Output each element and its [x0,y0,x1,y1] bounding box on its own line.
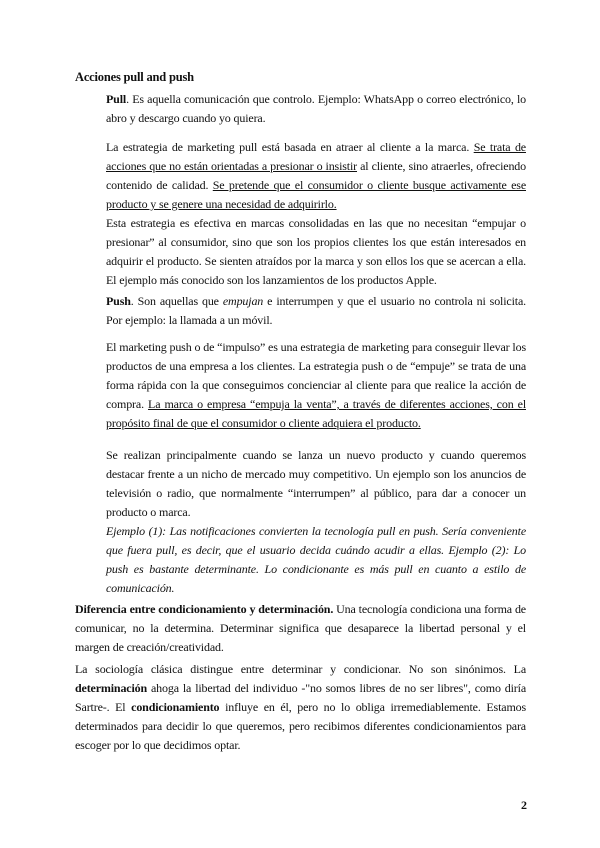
paragraph-pull-strategy [106,138,526,214]
difference-term: Diferencia entre condicionamiento y determinación. [75,602,334,616]
term-determinacion: determinación [75,681,148,695]
page-number: 2 [521,798,527,812]
push-definition-text-1: . Son aquellas que [130,294,223,308]
push-strategy-text: El marketing push o de “impulso” es una estrategia de marketing para conseguir llevar los productos de una empresa a los clientes. La estrategia push o de “empuje” se trata de una forma rápida con la que conseguimos concienciar al cliente para que realice la acción de compra. [106,340,526,411]
sociology-text-3: influye en él, pero no lo obliga irremediablemente. Estamos determinados para decidir lo que queremos, pero recibimos diferentes condicionamientos para escoger por lo que decidimos optar. [75,700,526,752]
term-pull: Pull [106,92,127,106]
term-push: Push [106,294,131,308]
sociology-text-2: ahoga la libertad del individuo -"no somos libres de no ser libres", como diría Sartre-. El [75,681,526,714]
pull-strategy-underlined-1: Se trata de acciones que no están orientadas a presionar o insistir [106,140,526,173]
push-definition-text-2: e interrumpen y que el usuario no controla ni solicita. Por ejemplo: la llamada a un móvil. [106,294,526,327]
term-condicionamiento: condicionamiento [131,700,220,714]
paragraph-push-usage: Se realizan principalmente cuando se lanza un nuevo producto y cuando queremos destacar frente a un nicho de mercado muy competitivo. Un ejemplo son los anuncios de televisión o radio, que normalmente “interrumpen” al público, para dar a conocer un producto o marca. [106,448,526,519]
paragraph-push-definition [106,292,526,330]
difference-text: Una tecnología condiciona una forma de comunicar, no la determina. Determinar significa que desaparece la libertad personal y el margen de creación/creatividad. [75,602,526,654]
pull-strategy-text-1: La estrategia de marketing pull está basada en atraer al cliente a la marca. [106,140,474,154]
paragraph-sociology [75,660,526,755]
paragraph-examples: Ejemplo (1): Las notificaciones convierten la tecnología pull en push. Sería conveniente que fuera pull, es decir, que el usuario decida cuándo acudir a ellas. Ejemplo (2): Lo push es bastante determinante. Lo condicionante es más pull en cuanto a estilo de comunicación. [106,524,526,595]
push-strategy-underlined: La marca o empresa “empuja la venta”, a través de diferentes acciones, con el propósito final de que el consumidor o cliente adquiera el producto. [106,397,526,430]
paragraph-difference [75,600,526,657]
push-emphasis: empujan [222,294,264,308]
sociology-text-1: La sociología clásica distingue entre determinar y condicionar. No son sinónimos. La [75,662,526,676]
paragraph-pull-effective: Esta estrategia es efectiva en marcas consolidadas en las que no necesitan “empujar o presionar” al consumidor, sino que son los propios clientes los que están interesados en adquirir el producto. Se sienten atraídos por la marca y son ellos los que se acercan a ella. El ejemplo más conocido son los lanzamientos de los productos Apple. [106,216,526,287]
paragraph-push-strategy [106,338,526,433]
pull-definition-text: . Es aquella comunicación que controlo. Ejemplo: WhatsApp o correo electrónico, lo abro y descargo cuando yo quiera. [106,92,526,125]
pull-strategy-underlined-2: Se pretende que el consumidor o cliente busque activamente ese producto y se genere una necesidad de adquirirlo. [106,178,526,211]
section-heading: Acciones pull and push [75,70,194,84]
pull-strategy-text-2: al cliente, sino atraerles, ofreciendo contenido de calidad. [106,159,526,192]
paragraph-pull-definition [106,90,526,128]
